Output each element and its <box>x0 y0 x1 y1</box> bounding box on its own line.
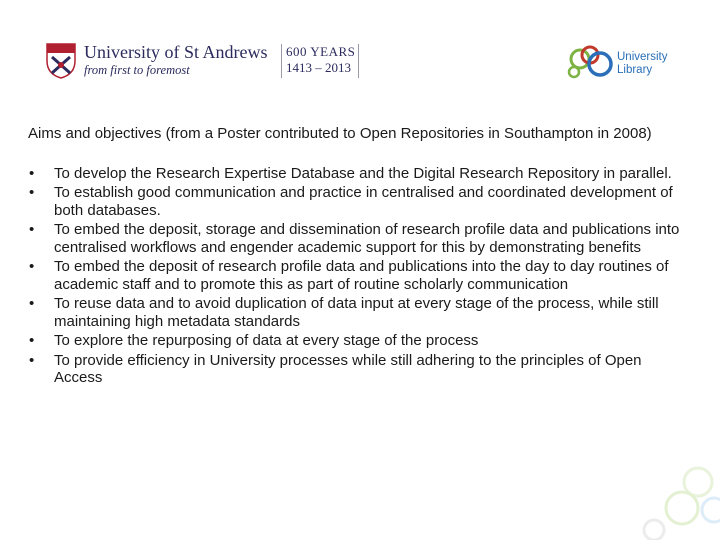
anniversary-block <box>286 44 355 76</box>
list-item <box>28 165 688 183</box>
library-wordmark <box>617 51 667 77</box>
list-item <box>28 221 688 256</box>
bullet-icon: • <box>29 184 35 201</box>
university-tagline: from first to foremost <box>84 63 190 77</box>
anniversary-dates: 1413 – 2013 <box>286 60 351 75</box>
library-line-2: Library <box>617 64 653 76</box>
list-item-text: To establish good communication and practice in centralised and coordinated development of both databases. <box>54 184 673 219</box>
page-heading: Aims and objectives (from a Poster contributed to Open Repositories in Southampton in 2008) <box>28 125 652 142</box>
bullet-icon: • <box>29 295 35 312</box>
content <box>28 125 688 389</box>
aims-list <box>28 165 688 387</box>
list-item-text: To develop the Research Expertise Database and the Digital Research Repository in parallel. <box>54 164 672 182</box>
list-item-text: To embed the deposit, storage and dissemination of research profile data and publications into centralised workflows and engender academic support for this by demonstrating benefits <box>54 221 680 256</box>
bullet-icon: • <box>29 258 35 275</box>
library-logo-icon <box>566 45 616 79</box>
library-line-1: University <box>617 51 668 63</box>
bullet-icon: • <box>29 221 35 238</box>
divider-left <box>281 44 282 78</box>
bullet-icon: • <box>29 332 35 349</box>
bullet-icon: • <box>29 351 35 369</box>
list-item-text: To reuse data and to avoid duplication of data input at every stage of the process, while still maintaining high metadata standards <box>54 295 659 330</box>
divider-right <box>358 44 359 78</box>
list-item <box>28 332 688 350</box>
header <box>0 0 720 100</box>
list-item <box>28 295 688 330</box>
list-item-text: To provide efficiency in University processes while still adhering to the principles of Open Access <box>54 351 642 386</box>
list-item <box>28 258 688 293</box>
university-name: University of St Andrews <box>84 42 268 62</box>
anniversary-title: 600 YEARS <box>286 44 356 59</box>
list-item-text: To embed the deposit of research profile data and publications into the day to day routines of academic staff and to promote this as part of routine scholarly communication <box>54 258 669 293</box>
list-item-text: To explore the repurposing of data at every stage of the process <box>54 332 479 349</box>
list-item <box>28 184 688 219</box>
university-crest-icon <box>46 43 76 79</box>
bullet-icon: • <box>29 164 35 182</box>
decorative-circles-icon <box>630 460 720 540</box>
list-item <box>28 352 688 387</box>
